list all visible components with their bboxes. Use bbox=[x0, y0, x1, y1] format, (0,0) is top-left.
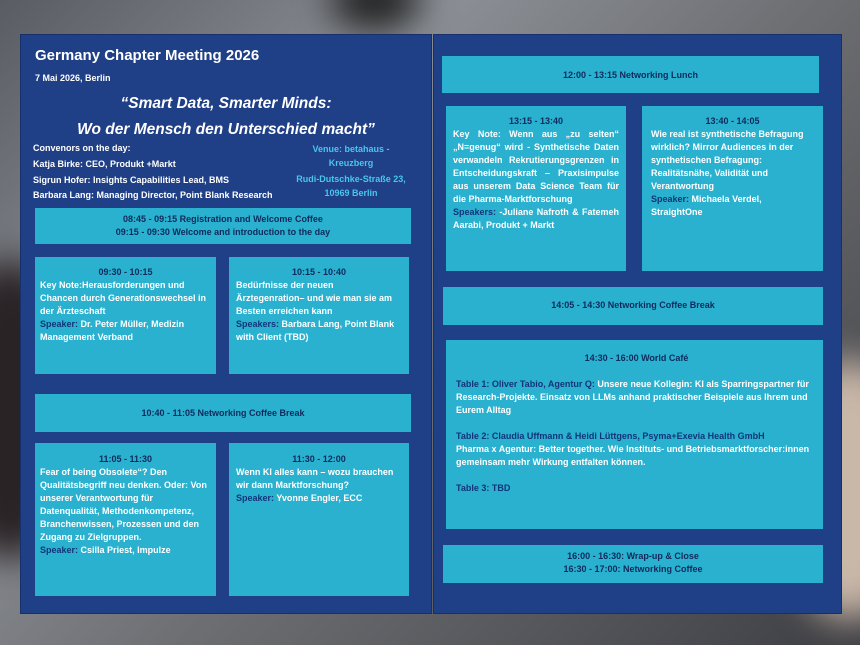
networking-coffee-line: 16:30 - 17:00: Networking Coffee bbox=[563, 564, 703, 574]
session-1340 bbox=[642, 106, 823, 271]
event-date: 7 Mai 2026, Berlin bbox=[35, 73, 111, 83]
session-registration bbox=[35, 208, 411, 244]
speaker-label: Speaker: bbox=[40, 319, 79, 329]
session-0930 bbox=[35, 257, 216, 374]
session-title: Key Note: Wenn aus „zu selten“ „N=genug“ wird - Synthetische Daten verwandeln Rekrutierungsgrenzen in Entscheidungskraft – Praxisimpulse aus unserem Data Science Team für die Pharma-Marktforschung bbox=[453, 129, 619, 204]
table-1-text: Unsere neue Kollegin: KI als Sparringspartner für Research-Projekte. Einsatz von LLMs anhand praktischer Beispiele aus Ihrem und Eurem Alltag bbox=[456, 379, 809, 415]
speaker-label: Speakers: bbox=[236, 319, 280, 329]
coffee-break-2 bbox=[443, 287, 823, 325]
tagline-line-1: “Smart Data, Smarter Minds: bbox=[120, 95, 332, 112]
session-title: Bedürfnisse der neuen Ärztegenration– und wie man sie am Besten erreichen kann bbox=[236, 280, 393, 316]
session-1015 bbox=[229, 257, 409, 374]
speaker-name: Michaela Verdel, StraightOne bbox=[651, 194, 762, 217]
session-time: 13:40 - 14:05 bbox=[705, 116, 760, 126]
break-label: 14:05 - 14:30 Networking Coffee Break bbox=[551, 300, 715, 310]
speaker-label: Speaker: bbox=[651, 194, 690, 204]
session-title: Fear of being Obsolete“? Den Qualitätsbegriff neu denken. Oder: Von unserer Verantwortung für Datenqualität, Methodenkompetenz, Branchenwissen, Prozessen und den Zugang zu Zielgruppen. bbox=[40, 467, 207, 542]
speaker-name: Yvonne Engler, ECC bbox=[276, 493, 363, 503]
session-1105 bbox=[35, 443, 216, 596]
convenor-item: Katja Birke: CEO, Produkt +Markt bbox=[33, 159, 176, 169]
table-1-label: Table 1: Oliver Tabio, Agentur Q: bbox=[456, 379, 595, 389]
tagline-line-2: Wo der Mensch den Unterschied macht” bbox=[77, 121, 375, 138]
wrap-up-line: 16:00 - 16:30: Wrap-up & Close bbox=[567, 551, 699, 561]
agenda-panel-left bbox=[20, 34, 432, 614]
venue-line: Kreuzberg bbox=[328, 158, 374, 168]
table-2-text: Pharma x Agentur: Better together. Wie Instituts- und Betriebsmarktforscher:innen gemeinsam mehr Wirkung entfalten können. bbox=[456, 444, 810, 467]
coffee-break-1 bbox=[35, 394, 411, 432]
session-time: 13:15 - 13:40 bbox=[508, 116, 564, 126]
session-time: 09:30 - 10:15 bbox=[98, 267, 153, 277]
speaker-name: Dr. Peter Müller, Medizin Management Verband bbox=[40, 319, 185, 342]
convenor-item: Sigrun Hofer: Insights Capabilities Lead, BMS bbox=[33, 175, 230, 185]
speaker-label: Speaker: bbox=[40, 545, 79, 555]
session-title: Wie real ist synthetische Befragung wirklich? Mirror Audiences in der synthetischen Befragung: Realitätsnähe, Validität und Verantwortung bbox=[651, 129, 804, 191]
session-1130 bbox=[229, 443, 409, 596]
event-title: Germany Chapter Meeting 2026 bbox=[35, 47, 260, 64]
world-cafe bbox=[446, 340, 823, 529]
speaker-name: Csilla Priest, Impulze bbox=[80, 545, 171, 555]
world-cafe-time: 14:30 - 16:00 World Café bbox=[584, 353, 689, 363]
session-time: 11:05 - 11:30 bbox=[98, 454, 153, 464]
networking-lunch bbox=[442, 56, 819, 93]
session-title: Wenn KI alles kann – wozu brauchen wir dann Marktforschung? bbox=[236, 467, 394, 490]
convenor-item: Barbara Lang: Managing Director, Point Blank Research bbox=[33, 190, 273, 200]
venue-line: 10969 Berlin bbox=[324, 188, 378, 198]
table-3-label: Table 3: TBD bbox=[456, 483, 511, 493]
agenda-panel-right bbox=[433, 34, 842, 614]
welcome-line: 09:15 - 09:30 Welcome and introduction to the day bbox=[115, 227, 331, 237]
session-time: 10:15 - 10:40 bbox=[291, 267, 347, 277]
speaker-name: Barbara Lang, Point Blank with Client (TBD) bbox=[236, 319, 395, 342]
speaker-name: -Juliane Nafroth & Fatemeh Aarabi, Produkt + Markt bbox=[453, 207, 619, 230]
closing-session bbox=[443, 545, 823, 583]
registration-line: 08:45 - 09:15 Registration and Welcome Coffee bbox=[123, 214, 323, 224]
speaker-label: Speaker: bbox=[236, 493, 275, 503]
session-title: Key Note:Herausforderungen und Chancen durch Generationswechsel in der Ärzteschaft bbox=[40, 280, 207, 316]
background-photo-dark bbox=[330, 0, 420, 30]
lunch-label: 12:00 - 13:15 Networking Lunch bbox=[562, 70, 699, 80]
speaker-label: Speakers: bbox=[453, 207, 497, 217]
session-1315 bbox=[446, 106, 626, 271]
table-2-label: Table 2: Claudia Uffmann & Heidi Lüttgens, Psyma+Exevia Health GmbH bbox=[456, 431, 765, 441]
venue-line: Venue: betahaus - bbox=[312, 144, 390, 154]
venue-line: Rudi-Dutschke-Straße 23, bbox=[296, 174, 406, 184]
convenors-heading: Convenors on the day: bbox=[33, 143, 131, 153]
break-label: 10:40 - 11:05 Networking Coffee Break bbox=[141, 408, 305, 418]
session-time: 11:30 - 12:00 bbox=[292, 454, 346, 464]
